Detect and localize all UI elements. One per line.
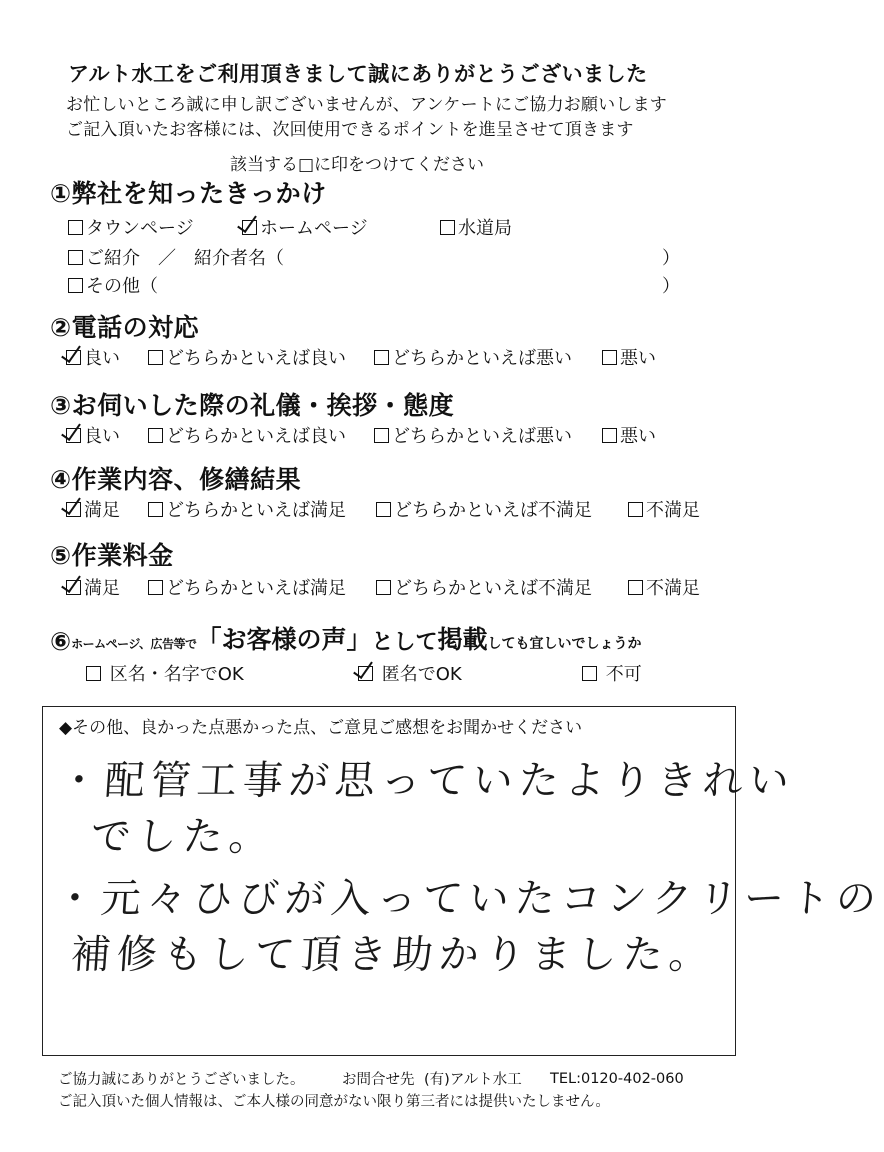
q2-options-row: [66, 344, 656, 370]
q2-title: ②電話の対応: [50, 313, 200, 342]
q6-quote: 「お客様の声」: [196, 625, 372, 654]
option-label: 良い: [84, 348, 120, 369]
checkbox[interactable]: [374, 428, 389, 443]
q1-option-townpage[interactable]: [68, 214, 242, 240]
option-label: 満足: [84, 578, 120, 599]
q1-option-homepage[interactable]: [242, 214, 440, 240]
q3-option-somewhat-good[interactable]: [148, 422, 374, 448]
option-label: ホームページ: [260, 218, 368, 239]
checkbox-checked[interactable]: [66, 428, 81, 443]
q5-option-somewhat-unsatisfied[interactable]: [376, 574, 628, 600]
handwritten-line: ・配管工事が思っていたよりきれい: [57, 758, 797, 804]
q4-title: ④作業内容、修繕結果: [50, 465, 302, 494]
handwritten-line: ・元々ひびが入っていたコンクリートの: [53, 876, 884, 922]
q4-option-satisfied[interactable]: [66, 496, 148, 522]
instruction-text: 該当する□に印をつけてください: [230, 155, 485, 175]
checkbox[interactable]: [376, 502, 391, 517]
q2-option-somewhat-bad[interactable]: [374, 344, 602, 370]
option-label: 不満足: [646, 500, 700, 521]
q1-other-row: [68, 272, 158, 298]
q6-keisai: 掲載: [437, 625, 488, 654]
q5-title: ⑤作業料金: [50, 541, 174, 570]
footer-tel: TEL:0120-402-060: [550, 1070, 684, 1087]
checkbox[interactable]: [148, 502, 163, 517]
checkbox[interactable]: [582, 666, 597, 681]
q2-option-good[interactable]: [66, 344, 148, 370]
handwritten-line: 補修もして頂き助かりました。: [69, 932, 717, 978]
q3-option-good[interactable]: [66, 422, 148, 448]
option-label: どちらかといえば良い: [166, 426, 346, 447]
option-label: どちらかといえば悪い: [392, 426, 572, 447]
header-request: お忙しいところ誠に申し訳ございませんが、アンケートにご協力お願いします: [66, 95, 667, 115]
q6-option-not-allowed[interactable]: [582, 660, 642, 686]
handwritten-line: でした。: [89, 814, 277, 860]
q1-option-referral[interactable]: [68, 244, 284, 270]
option-label: 良い: [84, 426, 120, 447]
q6-number: ⑥: [50, 627, 72, 656]
checkbox[interactable]: [148, 428, 163, 443]
checkbox-checked[interactable]: [358, 666, 373, 681]
q3-option-somewhat-bad[interactable]: [374, 422, 602, 448]
option-label: ご紹介 ／ 紹介者名（: [86, 248, 284, 269]
comment-box[interactable]: [42, 706, 884, 1056]
q5-option-unsatisfied[interactable]: [628, 574, 700, 600]
checkbox-checked[interactable]: [66, 580, 81, 595]
footer-thanks: ご協力誠にありがとうございました。: [58, 1072, 305, 1088]
option-label: どちらかといえば満足: [166, 500, 346, 521]
footer-contact-row: [58, 1068, 684, 1089]
option-label: その他（: [86, 276, 158, 297]
q2-option-somewhat-good[interactable]: [148, 344, 374, 370]
option-label: どちらかといえば悪い: [392, 348, 572, 369]
header-title: アルト水工をご利用頂きまして誠にありがとうございました: [68, 62, 648, 86]
option-label: どちらかといえば満足: [166, 578, 346, 599]
footer-company: (有)アルト水工: [424, 1072, 522, 1088]
q2-option-bad[interactable]: [602, 344, 656, 370]
option-label: 区名・名字でOK: [109, 664, 244, 685]
checkbox[interactable]: [628, 502, 643, 517]
footer-privacy: ご記入頂いた個人情報は、ご本人様の同意がない限り第三者には提供いたしません。: [58, 1094, 610, 1110]
q6-option-anonymous-ok[interactable]: [358, 660, 582, 686]
option-label: 水道局: [458, 218, 512, 239]
q4-option-somewhat-satisfied[interactable]: [148, 496, 376, 522]
option-label: 満足: [84, 500, 120, 521]
comment-prompt: ◆その他、良かった点悪かった点、ご意見ご感想をお聞かせください: [59, 718, 583, 738]
option-label: どちらかといえば良い: [166, 348, 346, 369]
checkbox[interactable]: [86, 666, 101, 681]
q6-option-name-ok[interactable]: [86, 660, 358, 686]
q5-option-somewhat-satisfied[interactable]: [148, 574, 376, 600]
q6-toshite: として: [371, 630, 438, 655]
checkbox[interactable]: [148, 350, 163, 365]
footer-contact-label: お問合せ先: [342, 1072, 415, 1088]
checkbox-checked[interactable]: [242, 220, 257, 235]
option-label: どちらかといえば不満足: [394, 578, 592, 599]
option-label: どちらかといえば不満足: [394, 500, 592, 521]
close-paren: ）: [662, 276, 680, 297]
q1-option-other[interactable]: [68, 272, 158, 298]
option-label: 不可: [605, 664, 642, 685]
checkbox-checked[interactable]: [66, 350, 81, 365]
q6-options-row: [86, 660, 642, 686]
checkbox[interactable]: [440, 220, 455, 235]
checkbox[interactable]: [602, 350, 617, 365]
option-label: 不満足: [646, 578, 700, 599]
checkbox[interactable]: [68, 220, 83, 235]
q6-title: [50, 620, 642, 656]
header-points: ご記入頂いたお客様には、次回使用できるポイントを進呈させて頂きます: [66, 120, 634, 140]
q4-options-row: [66, 496, 700, 522]
q4-option-somewhat-unsatisfied[interactable]: [376, 496, 628, 522]
checkbox[interactable]: [68, 278, 83, 293]
q3-options-row: [66, 422, 656, 448]
checkbox-checked[interactable]: [66, 502, 81, 517]
q6-media-text: ホームページ、広告等で: [71, 637, 197, 651]
checkbox[interactable]: [68, 250, 83, 265]
q4-option-unsatisfied[interactable]: [628, 496, 700, 522]
q3-option-bad[interactable]: [602, 422, 656, 448]
q1-option-waterworks[interactable]: [440, 214, 512, 240]
q1-options-row: [68, 214, 512, 240]
checkbox[interactable]: [628, 580, 643, 595]
q1-title: ①弊社を知ったきっかけ: [50, 179, 327, 208]
checkbox[interactable]: [148, 580, 163, 595]
q1-referral-row: [68, 244, 284, 270]
checkbox[interactable]: [374, 350, 389, 365]
option-label: 悪い: [620, 348, 656, 369]
close-paren: ）: [662, 248, 680, 269]
option-label: 匿名でOK: [381, 664, 462, 685]
q5-options-row: [66, 574, 700, 600]
option-label: タウンページ: [86, 218, 194, 239]
q3-title: ③お伺いした際の礼儀・挨拶・態度: [50, 391, 455, 420]
checkbox[interactable]: [602, 428, 617, 443]
option-label: 悪い: [620, 426, 656, 447]
q6-tail: しても宜しいでしょうか: [487, 636, 642, 652]
checkbox[interactable]: [376, 580, 391, 595]
q5-option-satisfied[interactable]: [66, 574, 148, 600]
